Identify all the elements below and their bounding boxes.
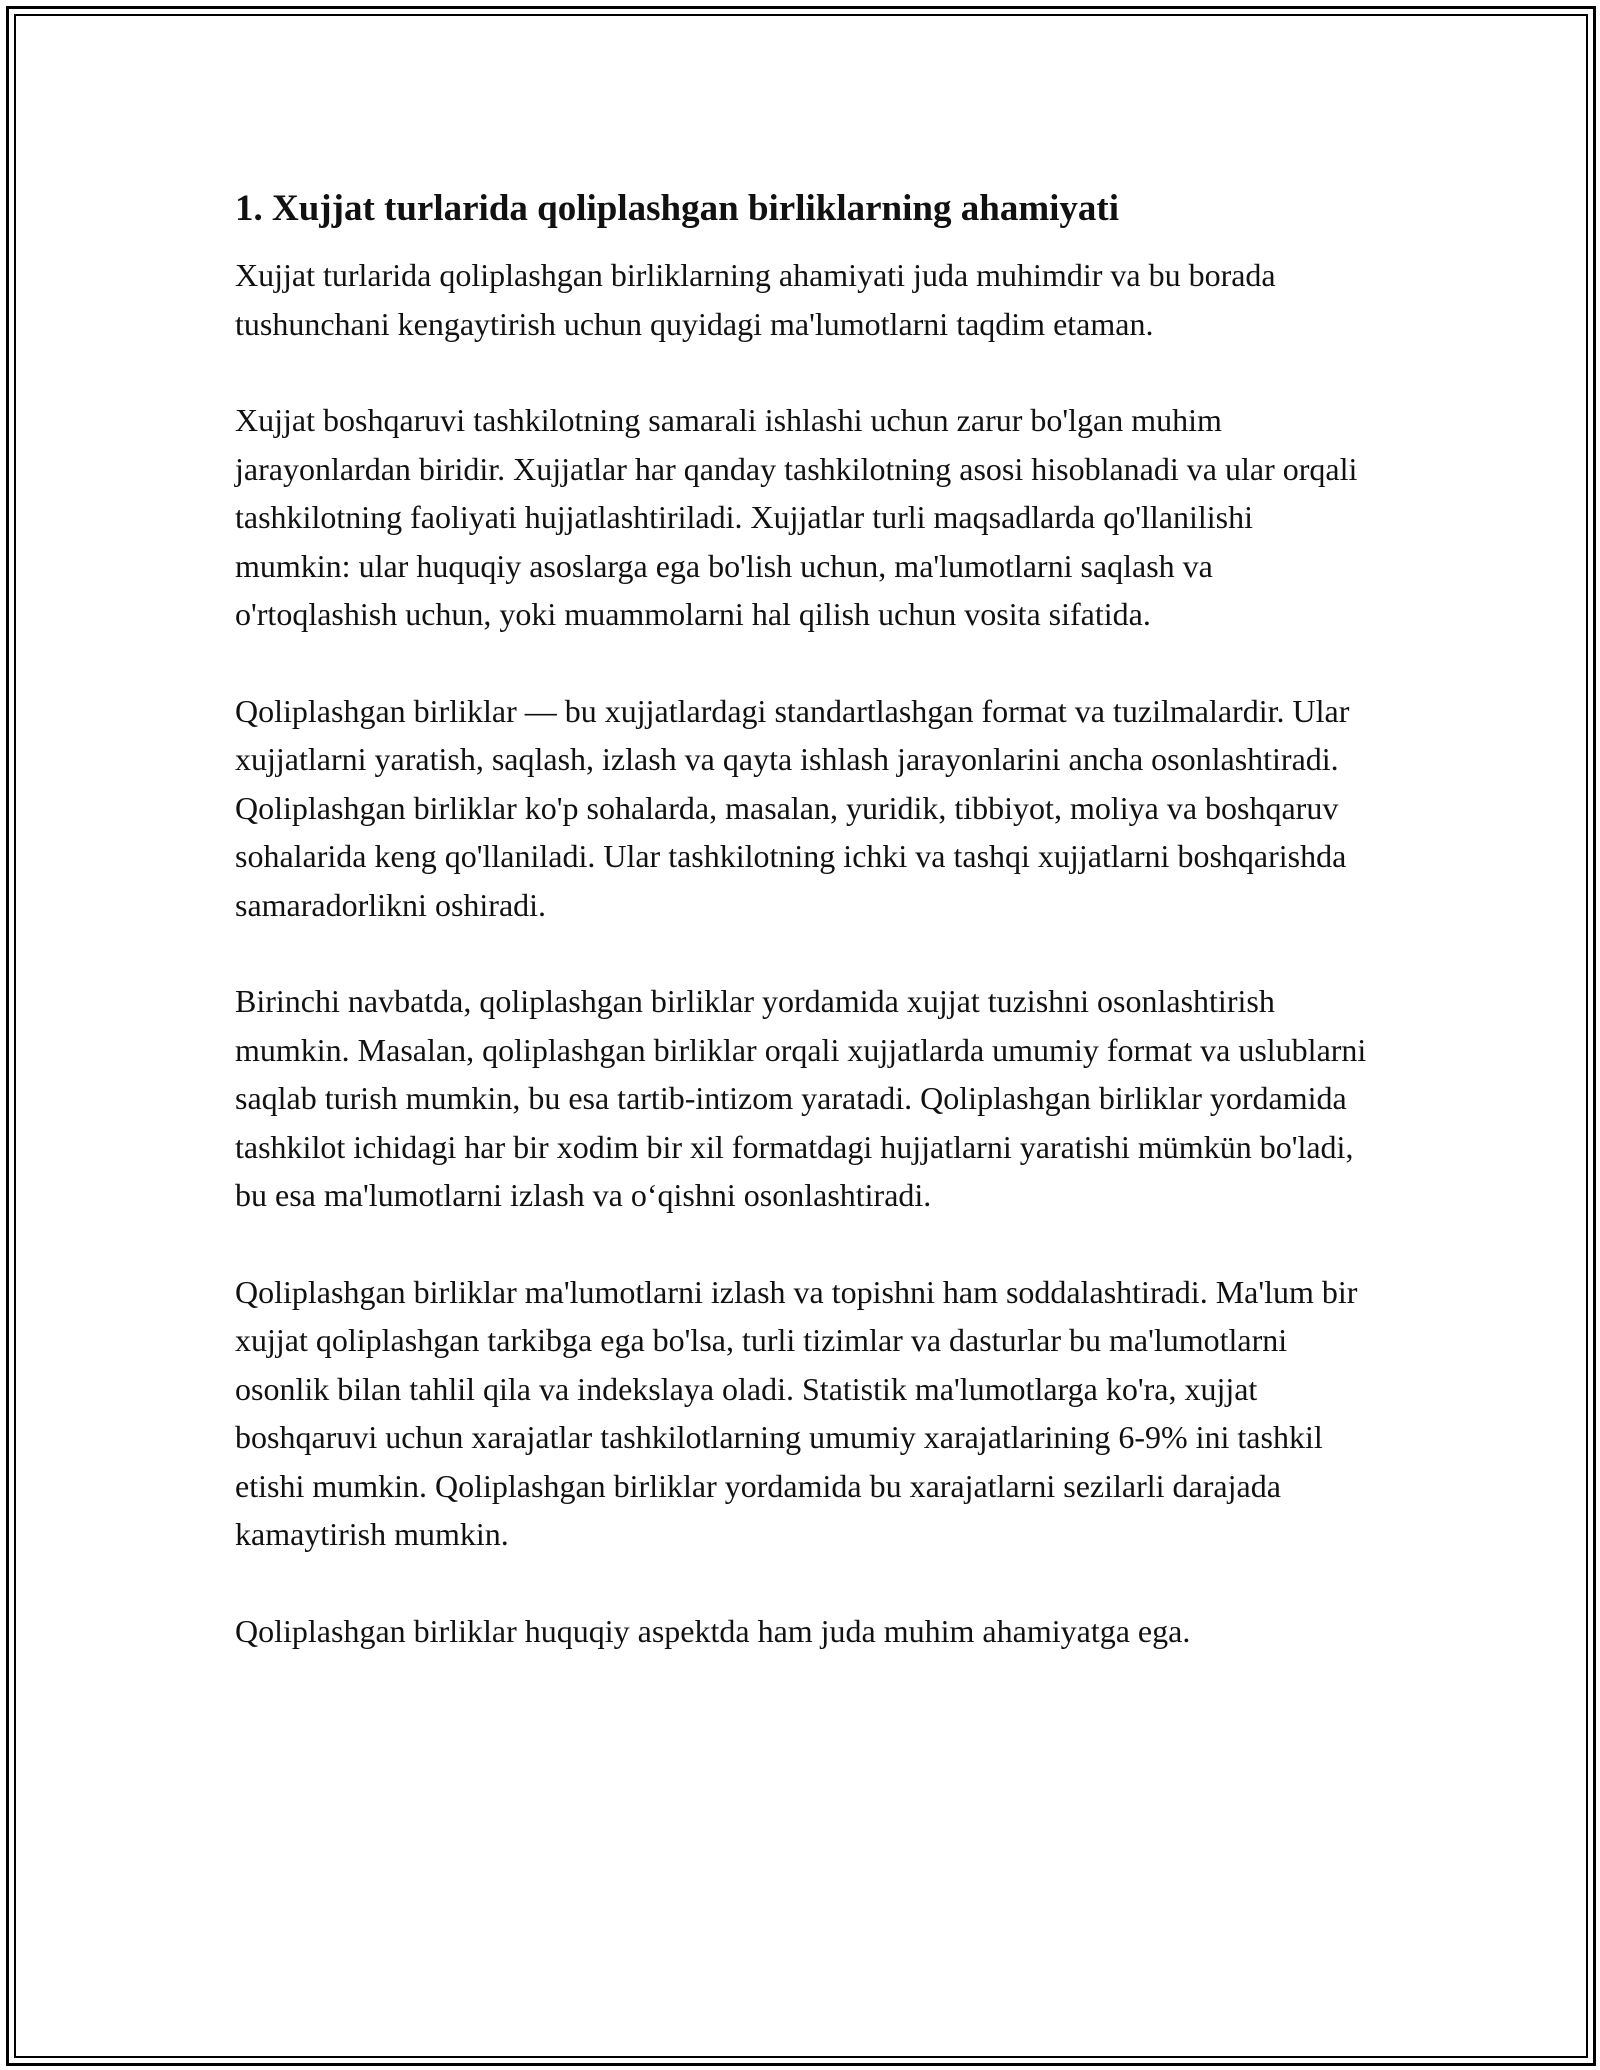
- section-heading: 1. Xujjat turlarida qoliplashgan birliklarning ahamiyati: [235, 188, 1120, 229]
- paragraph-1: Xujjat turlarida qoliplashgan birliklarning ahamiyati juda muhimdir va bu borada tushunchani kengaytirish uchun quyidagi ma'lumotlarni taqdim etaman.: [235, 257, 1276, 342]
- paragraph-4: Birinchi navbatda, qoliplashgan birliklar yordamida xujjat tuzishni osonlashtirish mumkin. Masalan, qoliplashgan birliklar orqali xujjatlarda umumiy format va uslublarni saqlab turish mumkin, bu esa tartib-intizom yaratadi. Qoliplashgan birliklar yordamida tashkilot ichidagi har bir xodim bir xil formatdagi hujjatlarni yaratishi mümkün bo'ladi, bu esa ma'lumotlarni izlash va oʻqishni osonlashtiradi.: [235, 983, 1367, 1213]
- paragraph-2: Xujjat boshqaruvi tashkilotning samarali ishlashi uchun zarur bo'lgan muhim jarayonlardan biridir. Xujjatlar har qanday tashkilotning asosi hisoblanadi va ular orqali tashkilotning faoliyati hujjatlashtiriladi. Xujjatlar turli maqsadlarda qo'llanilishi mumkin: ular huquqiy asoslarga ega bo'lish uchun, ma'lumotlarni saqlash va o'rtoqlashish uchun, yoki muammolarni hal qilish uchun vosita sifatida.: [235, 402, 1358, 632]
- paragraph-5: Qoliplashgan birliklar ma'lumotlarni izlash va topishni ham soddalashtiradi. Ma'lum bir xujjat qoliplashgan tarkibga ega bo'lsa, turli tizimlar va dasturlar bu ma'lumotlarni osonlik bilan tahlil qila va indekslaya oladi. Statistik ma'lumotlarga ko'ra, xujjat boshqaruvi uchun xarajatlar tashkilotlarning umumiy xarajatlarining 6-9% ini tashkil etishi mumkin. Qoliplashgan birliklar yordamida bu xarajatlarni sezilarli darajada kamaytirish mumkin.: [235, 1273, 1358, 1552]
- paragraph-3: Qoliplashgan birliklar — bu xujjatlardagi standartlashgan format va tuzilmalardir. Ular xujjatlarni yaratish, saqlash, izlash va qayta ishlash jarayonlarini ancha osonlashtiradi. Qoliplashgan birliklar ko'p sohalarda, masalan, yuridik, tibbiyot, moliya va boshqaruv sohalarida keng qo'llaniladi. Ular tashkilotning ichki va tashqi xujjatlarni boshqarishda samaradorlikni oshiradi.: [235, 692, 1350, 923]
- paragraph-6: Qoliplashgan birliklar huquqiy aspektda ham juda muhim ahamiyatga ega.: [235, 1612, 1191, 1649]
- document-body: [235, 185, 1375, 1703]
